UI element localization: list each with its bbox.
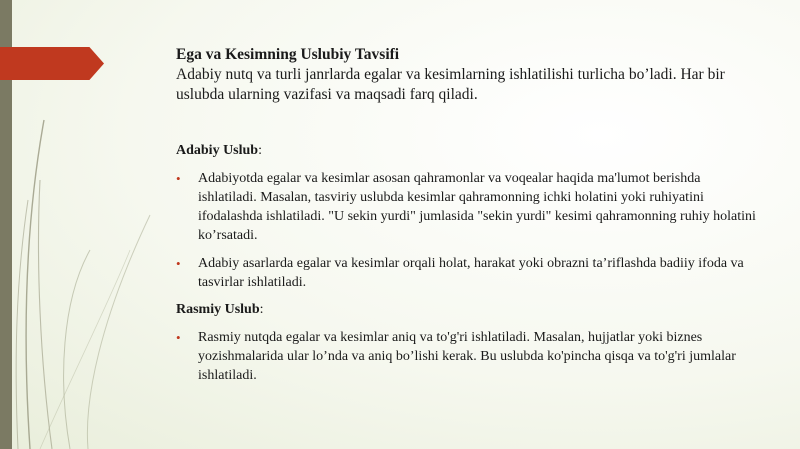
section-heading-rasmiy (176, 300, 756, 319)
list-item (176, 169, 756, 245)
section-heading-text: Adabiy Uslub (176, 143, 259, 158)
bullet-list-rasmiy (176, 328, 756, 385)
list-item (176, 254, 756, 292)
bullet-icon: • (176, 256, 181, 271)
slide-intro: Adabiy nutq va turli janrlarda egalar va kesimlarning ishlatilishi turlicha bo’ladi. Har bir uslubda ularning vazifasi va maqsadi farq qiladi. (176, 66, 725, 103)
bullet-text: Rasmiy nutqda egalar va kesimlar aniq va to'g'ri ishlatiladi. Masalan, hujjatlar yoki biznes yozishmalarida ular lo’nda va aniq bo’lishi kerak. Bu uslubda ko'pincha qisqa va to'g'ri jumlalar ishlatiladi. (198, 330, 736, 383)
list-item (176, 328, 756, 385)
section-heading-colon: : (259, 302, 264, 317)
section-heading-colon: : (258, 143, 262, 158)
accent-arrow-shape (0, 47, 104, 80)
section-heading-text: Rasmiy Uslub (176, 302, 260, 317)
section-heading-adabiy (176, 141, 756, 160)
slide-content (176, 45, 756, 394)
bullet-icon: • (176, 171, 181, 186)
bullet-text: Adabiy asarlarda egalar va kesimlar orqali holat, harakat yoki obrazni ta’riflashda badiiy ifoda va tasvirlar ishlatiladi. (198, 256, 744, 290)
slide-title: Ega va Kesimning Uslubiy Tavsifi (176, 46, 400, 63)
bullet-icon: • (176, 330, 181, 345)
bullet-text: Adabiyotda egalar va kesimlar asosan qahramonlar va voqealar haqida ma'lumot berishda ishlatiladi. Masalan, tasviriy uslubda kesimlar qahramonning ichki holatini yoki ruhiyatini ifodalashda ishlatiladi. "U sekin yurdi" jumlasida "sekin yurdi" kesimi qahramonning ruhiy holatini ko’rsatadi. (198, 171, 756, 243)
bullet-list-adabiy (176, 169, 756, 292)
